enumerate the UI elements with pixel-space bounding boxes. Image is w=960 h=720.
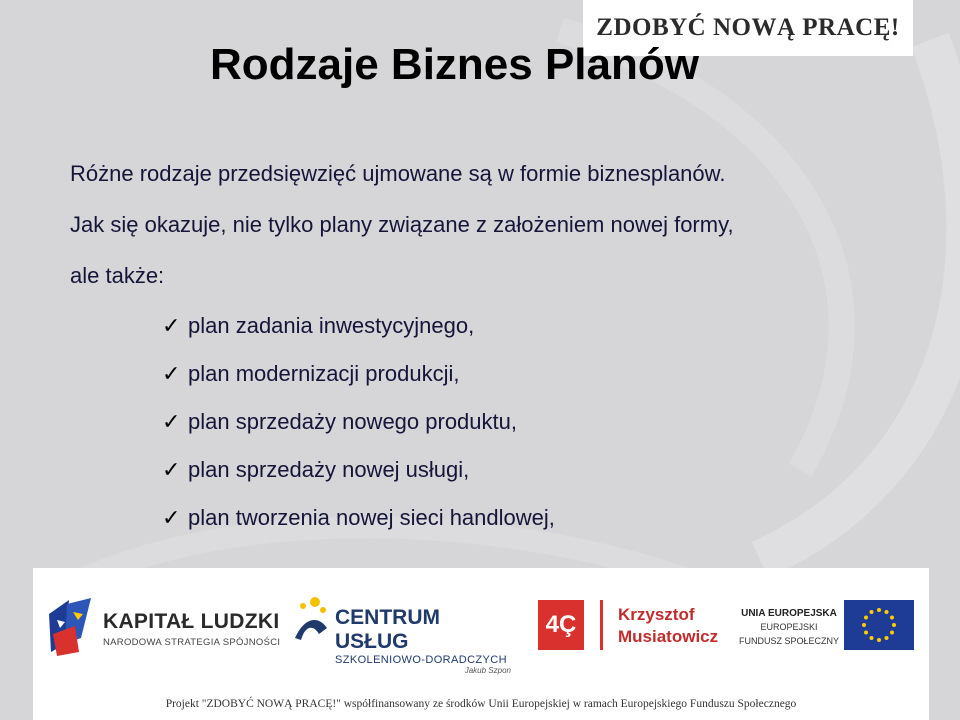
check-icon: ✓ xyxy=(162,408,181,434)
eu-star xyxy=(885,636,889,640)
intro-line-2: Jak się okazuje, nie tylko plany związane z założeniem nowej formy, xyxy=(70,212,734,237)
bullet-list xyxy=(70,301,910,541)
eu-star xyxy=(877,638,881,642)
eu-star xyxy=(892,623,896,627)
krzysztof-name-first: Krzysztof xyxy=(618,605,695,624)
eu-title: UNIA EUROPEJSKA xyxy=(741,608,837,619)
eu-star xyxy=(885,610,889,614)
centrum-uslug-logo xyxy=(291,594,511,675)
centrum-uslug-emblem xyxy=(291,594,331,650)
list-item xyxy=(162,445,910,493)
list-item xyxy=(162,301,910,349)
footer-logos-bar xyxy=(33,568,929,720)
krzysztof-logo-mark: 4Ç xyxy=(538,600,584,650)
eu-fund-line-1: EUROPEJSKI xyxy=(760,622,818,632)
intro-line-3: ale także: xyxy=(70,263,165,288)
eu-star xyxy=(877,608,881,612)
eu-star xyxy=(890,631,894,635)
kapital-ludzki-subtitle: NARODOWA STRATEGIA SPÓJNOŚCI xyxy=(103,637,281,648)
centrum-uslug-owner: Jakub Szpon xyxy=(464,666,511,675)
eu-star xyxy=(870,610,874,614)
list-item-text: plan sprzedaży nowego produktu, xyxy=(188,408,517,434)
eu-fund-line-2: FUNDUSZ SPOŁECZNY xyxy=(738,636,839,646)
kapital-ludzki-logo xyxy=(45,594,285,664)
list-item-text: plan tworzenia nowej sieci handlowej, xyxy=(188,504,555,530)
eu-star xyxy=(890,616,894,620)
list-item xyxy=(162,493,910,541)
centrum-uslug-title: CENTRUM USŁUG xyxy=(335,606,440,653)
krzysztof-musiatowicz-logo xyxy=(538,594,758,664)
eu-star xyxy=(864,616,868,620)
eu-logo xyxy=(738,594,928,664)
eu-star xyxy=(864,631,868,635)
eu-star xyxy=(870,636,874,640)
check-icon: ✓ xyxy=(162,504,181,530)
eu-flag-stars xyxy=(844,600,914,650)
project-funding-line: Projekt "ZDOBYĆ NOWĄ PRACĘ!" współfinansowany ze środków Unii Europejskiej w ramach Europejskiego Funduszu Społecznego xyxy=(165,698,797,710)
eu-star xyxy=(862,623,866,627)
kapital-ludzki-title: KAPITAŁ LUDZKI xyxy=(103,610,280,633)
list-item-text: plan zadania inwestycyjnego, xyxy=(188,312,475,338)
kapital-ludzki-emblem xyxy=(45,594,99,658)
page-title: Rodzaje Biznes Planów xyxy=(210,40,699,89)
check-icon: ✓ xyxy=(162,360,181,386)
list-item xyxy=(162,397,910,445)
check-icon: ✓ xyxy=(162,456,181,482)
krzysztof-logo-divider xyxy=(600,600,603,650)
intro-line-1: Różne rodzaje przedsięwzięć ujmowane są w formie biznesplanów. xyxy=(70,161,726,186)
list-item-text: plan sprzedaży nowej usługi, xyxy=(188,456,470,482)
eu-flag-icon xyxy=(844,600,914,650)
list-item-text: plan modernizacji produkcji, xyxy=(188,360,460,386)
centrum-uslug-subtitle: SZKOLENIOWO-DORADCZYCH xyxy=(335,654,507,666)
list-item xyxy=(162,349,910,397)
check-icon: ✓ xyxy=(162,312,181,338)
project-logo-text: ZDOBYĆ NOWĄ PRACĘ! xyxy=(596,14,900,41)
slide-body xyxy=(70,148,910,541)
krzysztof-name-last: Musiatowicz xyxy=(618,627,719,646)
